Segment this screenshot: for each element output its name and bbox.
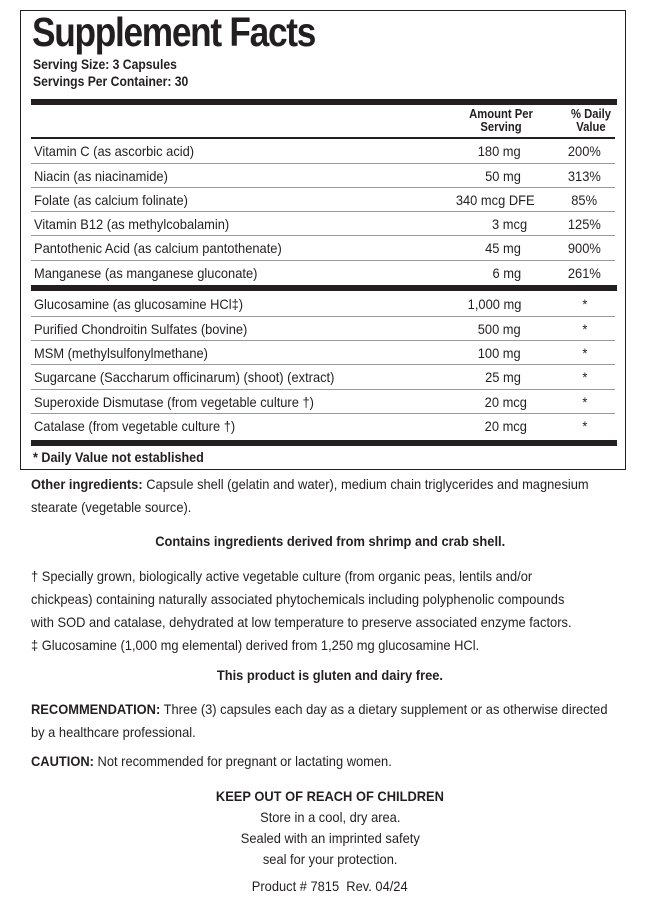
supplement-facts-panel (20, 10, 626, 470)
ingredient-amount: 20 mcg (484, 394, 527, 410)
column-header-dv-line2: Value (576, 120, 606, 134)
ingredient-dv: * (581, 418, 587, 434)
culture-note-line: with SOD and catalase, dehydrated at low temperature to preserve associated enzyme factors. (31, 614, 572, 630)
gluten-statement (0, 665, 660, 686)
ingredient-row (31, 365, 615, 389)
ingredient-name: Purified Chondroitin Sulfates (bovine) (34, 321, 248, 337)
storage-line: Store in a cool, dry area. (259, 809, 401, 825)
daily-value-footnote: * Daily Value not established (33, 449, 204, 465)
keep-out-of-reach-heading: KEEP OUT OF REACH OF CHILDREN (215, 788, 445, 804)
nutrient-dv: 900% (568, 240, 601, 256)
allergen-statement (0, 531, 660, 552)
culture-footnote (31, 565, 631, 657)
nutrient-row (31, 212, 615, 236)
recommendation-text: Three (3) capsules each day as a dietary supplement or as otherwise directed (160, 701, 608, 717)
culture-note-line: chickpeas) containing naturally associated phytochemicals including polyphenolic compounds (31, 591, 565, 607)
gluten-text: This product is gluten and dairy free. (216, 667, 444, 683)
nutrient-name: Vitamin C (as ascorbic acid) (34, 143, 195, 159)
nutrient-amount: 50 mg (485, 168, 521, 184)
nutrient-dv: 261% (568, 265, 601, 281)
ingredient-dv: * (581, 369, 587, 385)
storage-line: Sealed with an imprinted safety (240, 830, 420, 846)
recommendation-label: RECOMMENDATION: (31, 701, 161, 717)
nutrient-name: Niacin (as niacinamide) (34, 168, 168, 184)
recommendation-text-2: by a healthcare professional. (31, 724, 196, 740)
nutrient-dv: 125% (568, 216, 601, 232)
ingredient-name: MSM (methylsulfonylmethane) (34, 345, 208, 361)
nutrient-name: Folate (as calcium folinate) (34, 192, 188, 208)
other-ingredients-text: Capsule shell (gelatin and water), medium chain triglycerides and magnesium (142, 476, 589, 492)
ingredient-amount: 100 mg (478, 345, 521, 361)
ingredient-row (31, 341, 615, 365)
nutrient-name: Pantothenic Acid (as calcium pantothenate) (34, 240, 282, 256)
ingredient-dv: * (581, 394, 587, 410)
nutrient-row (31, 236, 615, 260)
storage-block (0, 786, 660, 870)
nutrient-amount: 45 mg (485, 240, 521, 256)
nutrient-amount: 180 mg (478, 143, 521, 159)
thick-divider (31, 285, 617, 291)
culture-note-line: † Specially grown, biologically active vegetable culture (from organic peas, lentils and/or (31, 568, 533, 584)
ingredient-row (31, 414, 615, 438)
caution-label: CAUTION: (31, 753, 94, 769)
ingredient-amount: 20 mcg (484, 418, 527, 434)
other-ingredients (31, 473, 631, 519)
ingredient-row (31, 317, 615, 341)
ingredient-dv: * (581, 321, 587, 337)
storage-line: seal for your protection. (262, 851, 398, 867)
ingredient-name: Catalase (from vegetable culture †) (34, 418, 236, 434)
ingredient-name: Glucosamine (as glucosamine HCl‡) (34, 296, 244, 312)
nutrient-row (31, 188, 615, 212)
nutrient-dv: 313% (568, 168, 601, 184)
product-code-text: Product # 7815 Rev. 04/24 (252, 878, 408, 894)
nutrient-amount: 3 mcg (491, 216, 527, 232)
product-code (0, 876, 660, 897)
nutrient-dv: 85% (571, 192, 597, 208)
ingredient-row (31, 390, 615, 414)
ingredient-row (31, 292, 615, 316)
ingredient-dv: * (581, 345, 587, 361)
nutrient-name: Vitamin B12 (as methylcobalamin) (34, 216, 230, 232)
nutrient-name: Manganese (as manganese gluconate) (34, 265, 258, 281)
nutrient-amount: 6 mg (492, 265, 521, 281)
nutrient-row (31, 261, 615, 285)
glucosamine-note: ‡ Glucosamine (1,000 mg elemental) derived from 1,250 mg glucosamine HCl. (31, 637, 480, 653)
ingredient-dv: * (581, 296, 587, 312)
column-header-dv-line1: % Daily (570, 107, 612, 121)
column-header-amount (465, 108, 537, 134)
nutrient-amount: 340 mcg DFE (456, 192, 535, 208)
other-ingredients-text-2: stearate (vegetable source). (31, 499, 192, 515)
serving-size: Serving Size: 3 Capsules (33, 57, 177, 72)
ingredient-amount: 1,000 mg (467, 296, 521, 312)
nutrient-row (31, 139, 615, 163)
ingredient-name: Superoxide Dismutase (from vegetable culture †) (34, 394, 314, 410)
nutrient-row (31, 164, 615, 188)
column-header-daily-value (564, 108, 618, 134)
nutrient-dv: 200% (568, 143, 601, 159)
ingredient-name: Sugarcane (Saccharum officinarum) (shoot) (extract) (34, 369, 335, 385)
ingredient-amount: 25 mg (485, 369, 521, 385)
allergen-text: Contains ingredients derived from shrimp and crab shell. (154, 533, 505, 549)
column-header-amount-line1: Amount Per (469, 107, 533, 121)
other-ingredients-label: Other ingredients: (31, 476, 143, 492)
servings-per-container: Servings Per Container: 30 (33, 74, 189, 89)
panel-title: Supplement Facts (32, 9, 316, 55)
caution-text: Not recommended for pregnant or lactating women. (93, 753, 392, 769)
recommendation (31, 698, 631, 744)
thick-divider (31, 99, 617, 105)
ingredient-amount: 500 mg (478, 321, 521, 337)
thick-divider (31, 440, 617, 446)
caution (31, 750, 631, 773)
column-header-amount-line2: Serving (480, 120, 522, 134)
